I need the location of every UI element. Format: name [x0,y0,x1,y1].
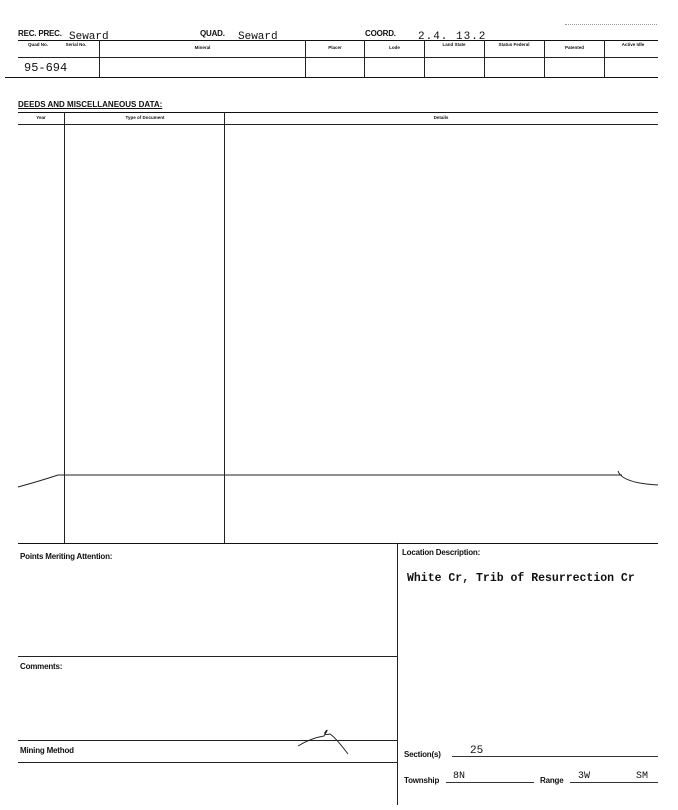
section-label: Section(s) [404,750,441,759]
points-label: Points Meriting Attention: [20,552,113,561]
comments-label: Comments: [20,662,63,671]
col-serial-no: Serial No. [65,42,87,47]
col-lode: Lode [389,45,400,50]
range-label: Range [540,776,564,785]
col-land-state: Land State [442,42,466,47]
col-details: Details [433,115,449,120]
header-rule-top [18,40,658,41]
deeds-rule-bottom [18,543,658,544]
deeds-rule-head [18,124,658,125]
coord-label: COORD. [365,29,396,38]
deeds-title: DEEDS AND MISCELLANEOUS DATA: [18,100,163,109]
quad-serial-value: 95-694 [24,61,68,75]
rec-prec-value: Seward [69,31,109,43]
township-underline [446,782,534,783]
quad-label: QUAD. [200,29,225,38]
col-year: Year [36,115,46,120]
col-divider-4 [424,40,425,77]
location-label: Location Description: [402,548,481,557]
col-status-federal: Status Federal [498,42,530,47]
col-active-idle: Active Idle [621,42,645,47]
header-rule-bottom [5,77,658,78]
mining-rule-bottom [18,762,397,763]
township-label: Township [404,776,440,785]
township-value: 8N [453,771,466,782]
coord-value: 2.4. 13.2 [418,31,487,43]
col-placer: Placer [328,45,342,50]
meridian-value: SM [636,771,649,782]
top-faint-rule [565,24,657,25]
rec-prec-label: REC. PREC. [18,29,62,38]
deeds-rule-top [18,112,658,113]
pen-mark [296,726,356,758]
section-underline [452,756,658,757]
section-value: 25 [470,745,484,757]
quad-value: Seward [238,31,278,43]
header-rule-mid [18,57,658,58]
mining-label: Mining Method [20,746,74,755]
range-value: 3W [578,771,591,782]
col-divider-7 [604,40,605,77]
lower-center-divider [397,543,398,805]
col-quad-no: Quad No. [28,42,48,47]
col-mineral: Mineral [194,45,211,50]
col-type-of-document: Type of Document [125,115,165,120]
fold-line-mark [0,465,678,495]
range-underline [570,782,658,783]
comments-rule [18,656,397,657]
col-patented: Patented [564,45,584,50]
location-value: White Cr, Trib of Resurrection Cr [407,572,635,585]
col-divider-5 [484,40,485,77]
